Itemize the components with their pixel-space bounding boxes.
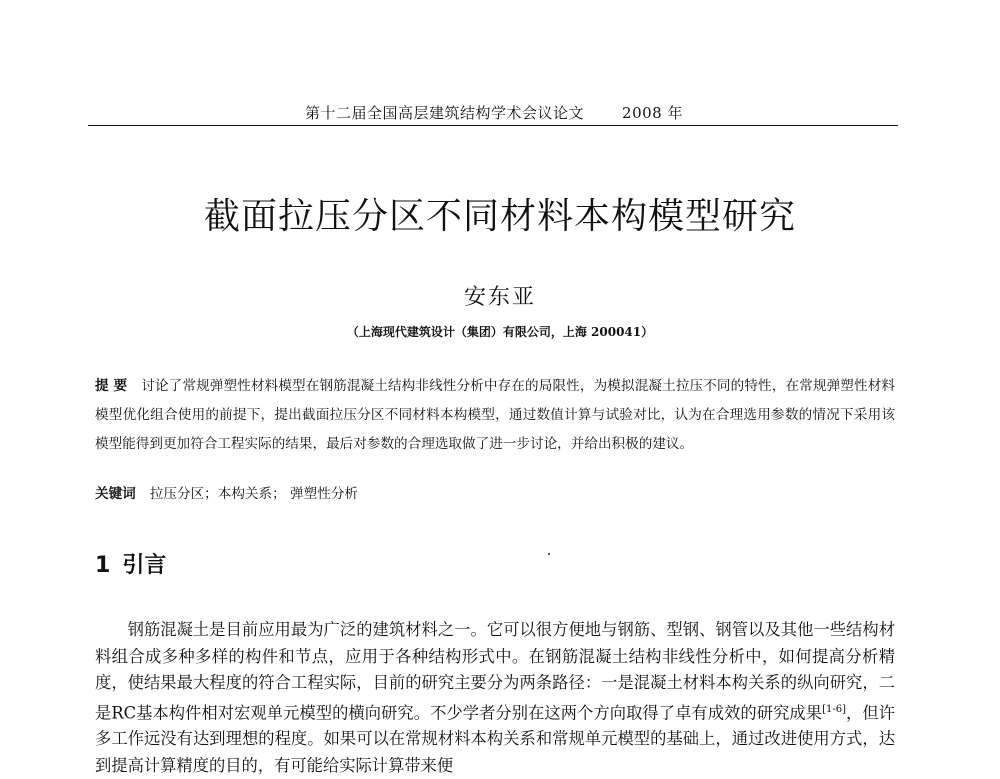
- body-paragraph: [95, 617, 895, 779]
- abstract-text: 讨论了常规弹塑性材料模型在钢筋混凝土结构非线性分析中存在的局限性，为模拟混凝土拉压不同的特性，在常规弹塑性材料模型优化组合使用的前提下，提出截面拉压分区不同材料本构模型，通过数值计算与试验对比，认为在合理选用参数的情况下采用该模型能得到更加符合工程实际的结果，最后对参数的合理选取做了进一步讨论，并给出积极的建议。: [95, 378, 896, 452]
- author-name: 安东亚: [463, 285, 536, 310]
- section-title: 引言: [122, 553, 167, 578]
- paper-title: 截面拉压分区不同材料本构模型研究: [203, 196, 796, 237]
- body-text-part1: 钢筋混凝土是目前应用最为广泛的建筑材料之一。它可以很方便地与钢筋、型钢、钢管以及其他一些结构材料组合成多种多样的构件和节点，应用于各种结构形式中。在钢筋混凝土结构非线性分析中，如何提高分析精度，使结果最大程度的符合工程实际，目前的研究主要分为两条路径：一是混凝土材料本构关系的纵向研究，二是RC基本构件相对宏观单元模型的横向研究。不少学者分别在这两个方向取得了卓有成效的研究成果: [95, 620, 895, 722]
- section-number: 1: [95, 553, 111, 578]
- citation-ref: [1-6]: [822, 703, 846, 715]
- keywords-label: 关键词: [95, 486, 136, 502]
- running-header: [88, 102, 900, 123]
- abstract-label: 提 要: [95, 378, 128, 394]
- header-year: 2008 年: [622, 104, 683, 122]
- conference-name: 第十二届全国高层建筑结构学术会议论文: [305, 104, 585, 122]
- header-rule: [88, 125, 898, 126]
- scan-speck: [548, 553, 550, 555]
- abstract: [95, 372, 895, 459]
- body-text-part2: ，但许多工作远没有达到理想的程度。如果可以在常规材料本构关系和常规单元模型的基础上，通过改进使用方式，达到提高计算精度的目的，有可能给实际计算带来便: [95, 702, 895, 775]
- author-affiliation: （上海现代建筑设计（集团）有限公司，上海 200041）: [346, 325, 654, 339]
- section-heading: [95, 548, 166, 579]
- keywords: [95, 484, 895, 504]
- keywords-text: 拉压分区；本构关系； 弹塑性分析: [149, 486, 359, 502]
